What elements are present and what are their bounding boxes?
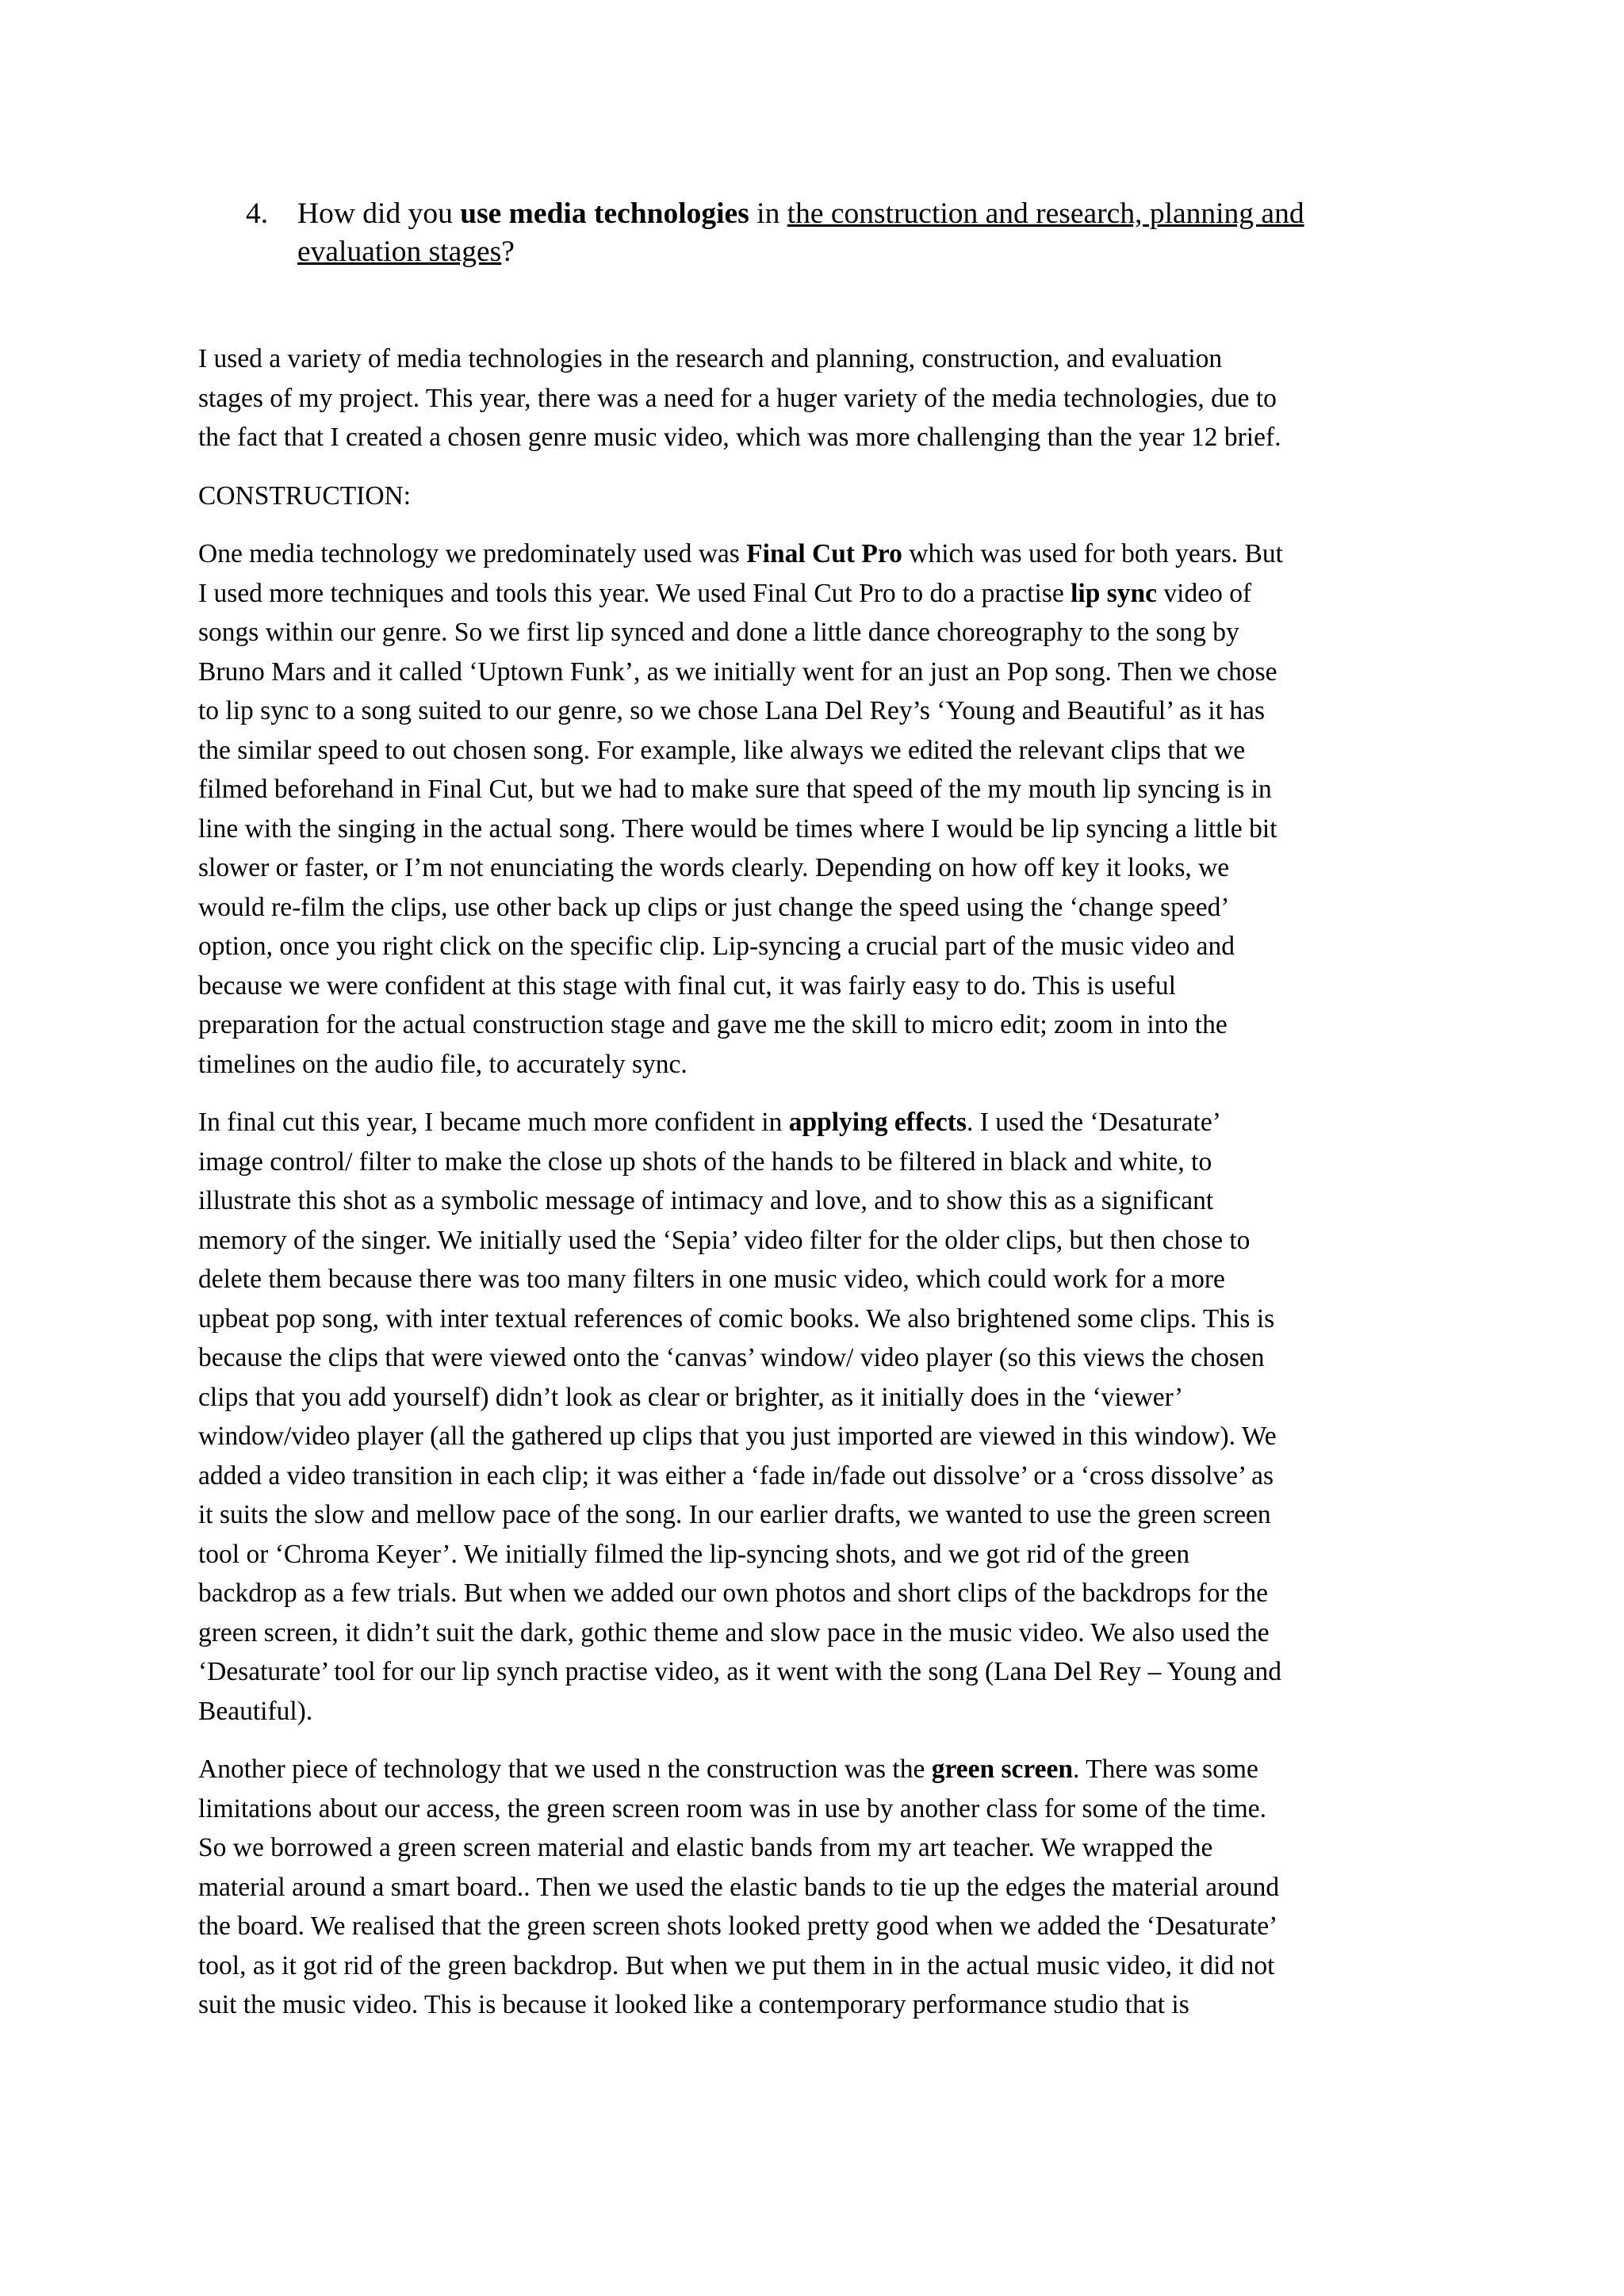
bold-green-screen: green screen [931,1755,1073,1784]
paragraph-applying-effects: In final cut this year, I became much more confident in applying effects. I used the ‘Desaturate’ image control/ filter to make the close up shots of the hands to be filtered in black and white, to illustrate this shot as a symbolic message of intimacy and love, and to show this as a significant memory of the singer. We initially used the ‘Sepia’ video filter for the older clips, but then chose to delete them because there was too many filters in one music video, which could work for a more upbeat pop song, with inter textual references of comic books. We also brightened some clips. This is because the clips that were viewed onto the ‘canvas’ window/ video player (so this views the chosen clips that you add yourself) didn’t look as clear or brighter, as it initially does in the ‘viewer’ window/video player (all the gathered up clips that you just imported are viewed in this window). We added a video transition in each clip; it was either a ‘fade in/fade out dissolve’ or a ‘cross dissolve’ as it suits the slow and mellow pace of the song. In our earlier drafts, we wanted to use the green screen tool or ‘Chroma Keyer’. We initially filmed the lip-syncing shots, and we got rid of the green backdrop as a few trials. But when we added our own photos and short clips of the backdrops for the green screen, it didn’t suit the dark, gothic theme and slow pace in the music video. We also used the ‘Desaturate’ tool for our lip synch practise video, as it went with the song (Lana Del Rey – Young and Beautiful). [198,1108,1282,1726]
question-heading [246,195,1443,271]
body-text [198,339,1443,2044]
bold-lip-sync: lip sync [1071,578,1158,608]
intro-paragraph: I used a variety of media technologies in the research and planning, construction, and evaluation stages of my project. This year, there was a need for a huger variety of the media technologies, due to the fact that I created a chosen genre music video, which was more challenging than the year 12 brief. [198,344,1281,452]
question-bold-phrase: use media technologies [460,197,749,230]
paragraph-green-screen: Another piece of technology that we used n the construction was the green screen. There was some limitations about our access, the green screen room was in use by another class for some of the time. So we borrowed a green screen material and elastic bands from my art teacher. We wrapped the material around a smart board.. Then we used the elastic bands to tie up the edges the material around the board. We realised that the green screen shots looked pretty good when we added the ‘Desaturate’ tool, as it got rid of the green backdrop. But when we put them in in the actual music video, it did not suit the music video. This is because it looked like a contemporary performance studio that is [198,1755,1280,2019]
section-heading-construction: CONSTRUCTION: [198,480,412,511]
bold-applying-effects: applying effects [788,1108,967,1137]
paragraph-final-cut-pro: One media technology we predominately used was Final Cut Pro which was used for both years. But I used more techniques and tools this year. We used Final Cut Pro to do a practise lip sync video of songs within our genre. So we first lip synced and done a little dance choreography to the song by Bruno Mars and it called ‘Uptown Funk’, as we initially went for an just an Pop song. Then we chose to lip sync to a song suited to our genre, so we chose Lana Del Rey’s ‘Young and Beautiful’ as it has the similar speed to out chosen song. For example, like always we edited the relevant clips that we filmed beforehand in Final Cut, but we had to make sure that speed of the my mouth lip syncing is in line with the singing in the actual song. There would be times where I would be lip syncing a little bit slower or faster, or I’m not enunciating the words clearly. Depending on how off key it looks, we would re-film the clips, use other back up clips or just change the speed using the ‘change speed’ option, once you right click on the specific clip. Lip-syncing a crucial part of the music video and because we were confident at this stage with final cut, it was fairly easy to do. This is useful preparation for the actual construction stage and gave me the skill to micro edit; zoom in into the timelines on the audio file, to accurately sync. [198,539,1283,1079]
question-underlined-phrase: the construction and research, planning and [787,197,1304,230]
question-number: 4. [246,197,269,230]
bold-final-cut-pro: Final Cut Pro [746,539,902,568]
question-text: How did you use media technologies in the construction and research, planning and evaluation stages? [297,197,1304,268]
